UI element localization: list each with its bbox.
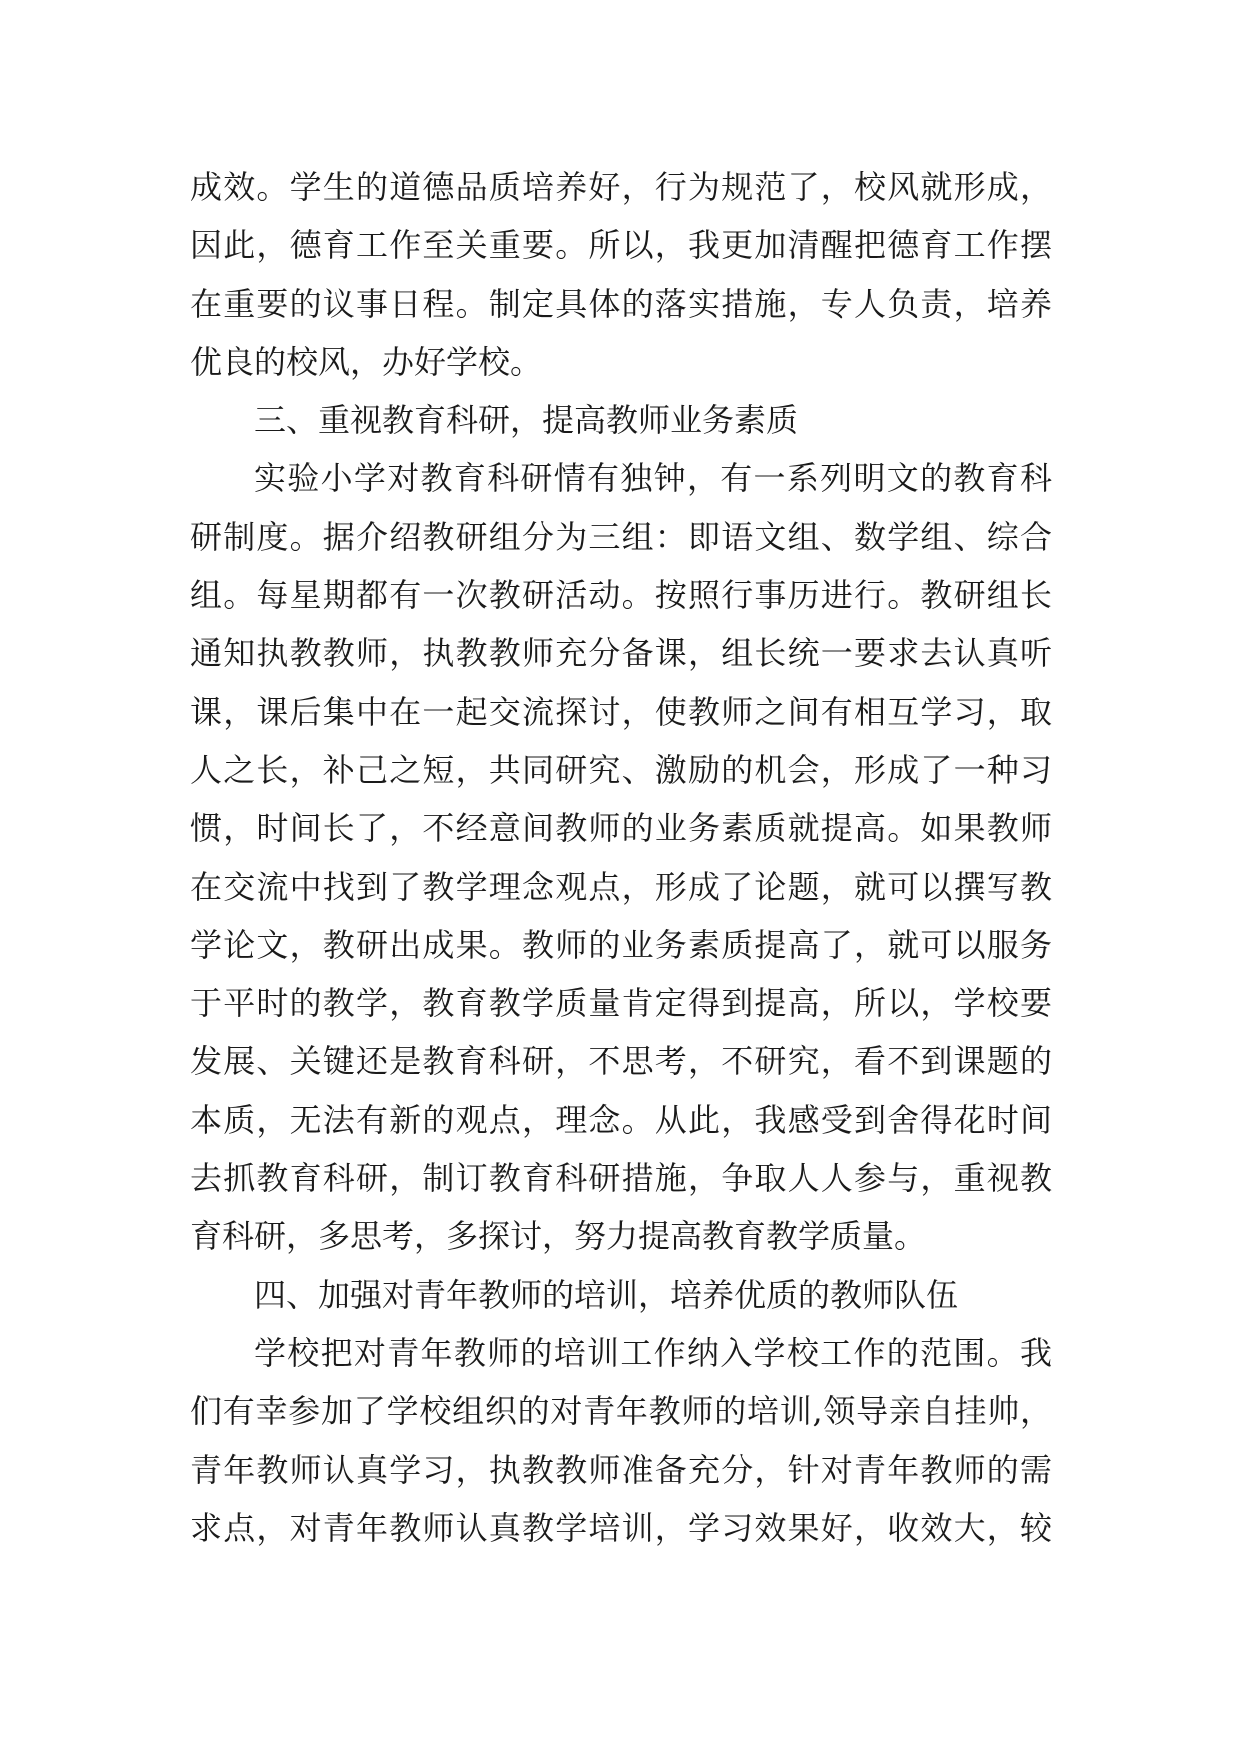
paragraph-line: 求点，对青年教师认真教学培训，学习效果好，收效大，较 bbox=[190, 1508, 1052, 1547]
paragraph-line: 组。每星期都有一次教研活动。按照行事历进行。教研组长 bbox=[190, 576, 1052, 615]
paragraph-line: 学校把对青年教师的培训工作纳入学校工作的范围。我 bbox=[254, 1333, 1052, 1372]
section-heading: 三、重视教育科研，提高教师业务素质 bbox=[254, 401, 799, 440]
paragraph-line: 在重要的议事日程。制定具体的落实措施，专人负责，培养 bbox=[190, 284, 1052, 323]
paragraph-line: 因此，德育工作至关重要。所以，我更加清醒把德育工作摆 bbox=[190, 226, 1052, 265]
paragraph-line: 们有幸参加了学校组织的对青年教师的培训,领导亲自挂帅， bbox=[190, 1392, 1052, 1431]
paragraph-line: 去抓教育科研，制订教育科研措施，争取人人参与，重视教 bbox=[190, 1159, 1052, 1198]
paragraph-line: 通知执教教师，执教教师充分备课，组长统一要求去认真听 bbox=[190, 634, 1052, 673]
paragraph-line: 成效。学生的道德品质培养好，行为规范了，校风就形成， bbox=[190, 168, 1052, 206]
paragraph-line: 育科研，多思考，多探讨，努力提高教育教学质量。 bbox=[190, 1217, 927, 1256]
paragraph-line: 发展、关键还是教育科研，不思考，不研究，看不到课题的 bbox=[190, 1042, 1052, 1081]
paragraph-line: 本质，无法有新的观点，理念。从此，我感受到舍得花时间 bbox=[190, 1100, 1052, 1139]
paragraph-line: 课，课后集中在一起交流探讨，使教师之间有相互学习，取 bbox=[190, 692, 1052, 731]
paragraph-line: 青年教师认真学习，执教教师准备充分，针对青年教师的需 bbox=[190, 1450, 1052, 1489]
section-heading: 四、加强对青年教师的培训，培养优质的教师队伍 bbox=[254, 1275, 959, 1314]
paragraph-line: 优良的校风，办好学校。 bbox=[190, 342, 543, 381]
paragraph-line: 实验小学对教育科研情有独钟，有一系列明文的教育科 bbox=[254, 459, 1052, 498]
paragraph-line: 研制度。据介绍教研组分为三组：即语文组、数学组、综合 bbox=[190, 517, 1052, 556]
paragraph-line: 在交流中找到了教学理念观点，形成了论题，就可以撰写教 bbox=[190, 867, 1052, 906]
paragraph-line: 于平时的教学，教育教学质量肯定得到提高，所以，学校要 bbox=[190, 984, 1052, 1023]
paragraph-line: 学论文，教研出成果。教师的业务素质提高了，就可以服务 bbox=[190, 925, 1052, 964]
paragraph-line: 人之长，补己之短，共同研究、激励的机会，形成了一种习 bbox=[190, 750, 1052, 789]
document-page bbox=[190, 158, 1052, 1557]
paragraph-line: 惯，时间长了，不经意间教师的业务素质就提高。如果教师 bbox=[190, 809, 1052, 848]
